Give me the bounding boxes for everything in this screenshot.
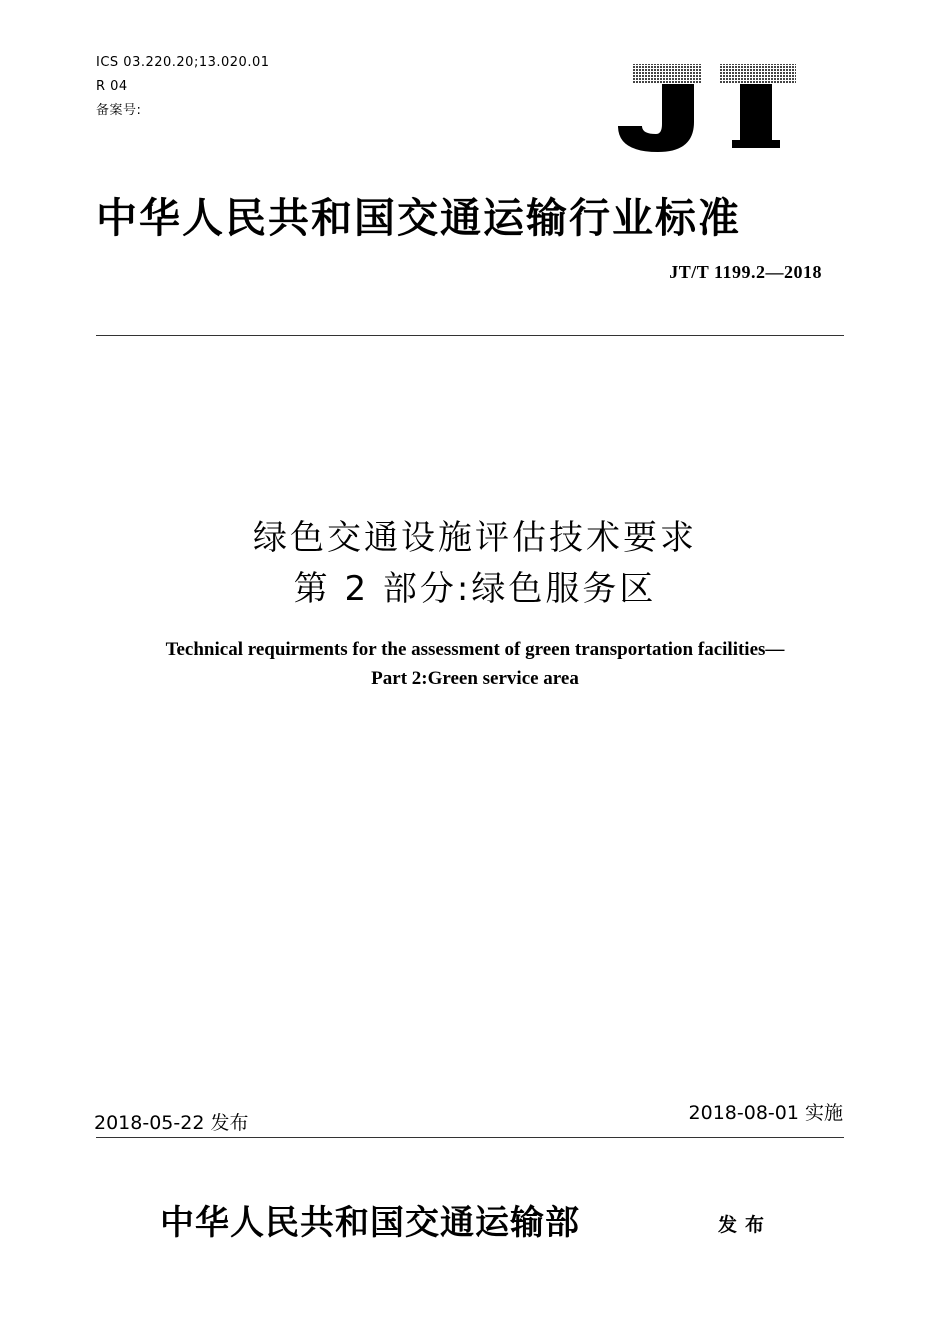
en-title-line2: Part 2:Green service area [371,668,579,689]
issue-label: 发布 [718,1214,773,1236]
header-divider [96,335,844,336]
cn-title-line1: 绿色交通设施评估技术要求 [253,518,697,558]
implementation-date: 2018-08-01 实施 [688,1102,843,1124]
en-title-line1: Technical requirments for the assessment of green transportation facilities— [165,639,785,660]
classification-code: R 04 [96,79,128,94]
issuing-authority: 中华人民共和国交通运输部 [160,1203,580,1243]
footer-divider [96,1137,844,1138]
standard-code: JT/T 1199.2—2018 [669,262,822,282]
ics-code: ICS 03.220.20;13.020.01 [96,55,270,70]
release-date: 2018-05-22 发布 [94,1112,249,1134]
jt-logo [612,60,802,156]
filing-number-label: 备案号: [96,103,142,118]
standard-category: 中华人民共和国交通运输行业标准 [96,194,741,242]
cn-title-line2: 第 2 部分:绿色服务区 [293,569,657,609]
